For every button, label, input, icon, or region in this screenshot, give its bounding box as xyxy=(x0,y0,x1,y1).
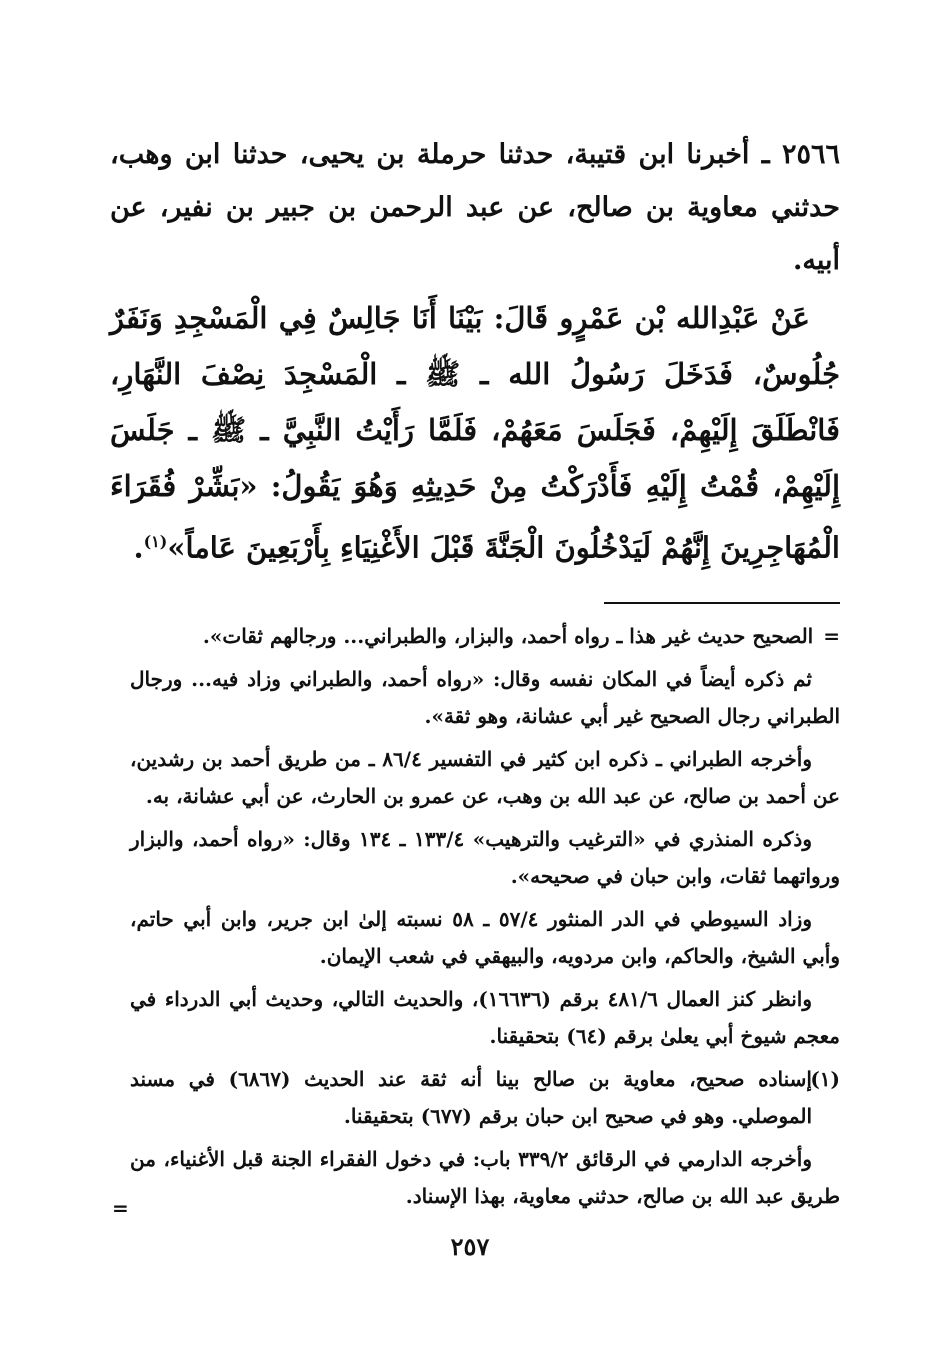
footnote-1 xyxy=(130,1061,840,1136)
footnote-paragraph: وأخرجه الطبراني ـ ذكره ابن كثير في التفسير ٨٦/٤ ـ من طريق أحمد بن رشدين، عن أحمد بن صالح، عن عبد الله بن وهب، عن عمرو بن الحارث، عن أبي عشانة، به. xyxy=(130,746,840,808)
page-number: ٢٥٧ xyxy=(450,1232,490,1261)
continuation-mark: = xyxy=(823,624,840,648)
hadith-number: ٢٥٦٦ xyxy=(781,139,840,170)
isnad-paragraph xyxy=(110,128,840,287)
footnote-reference: (١) xyxy=(143,532,168,551)
footnote-1-continuation: وأخرجه الدارمي في الرقائق ٣٣٩/٢ باب: في دخول الفقراء الجنة قبل الأغنياء، من طريق عبد الله بن صالح، حدثني معاوية، بهذا الإسناد. xyxy=(130,1146,840,1208)
footnote-paragraph: وانظر كنز العمال ٤٨١/٦ برقم (١٦٦٣٦)، والحديث التالي، وحديث أبي الدرداء في معجم شيوخ أبي يعلىٰ برقم (٦٤) بتحقيقنا. xyxy=(130,986,840,1048)
footnote-paragraph: وزاد السيوطي في الدر المنثور ٥٧/٤ ـ ٥٨ نسبته إلىٰ ابن جرير، وابن أبي حاتم، وأبي الشيخ، والحاكم، وابن مردويه، والبيهقي في شعب الإيمان. xyxy=(130,906,840,968)
footnote-separator xyxy=(604,602,840,604)
isnad-text: ـ أخبرنا ابن قتيبة، حدثنا حرملة بن يحيى، حدثنا ابن وهب، حدثني معاوية بن صالح، عن عبد الرحمن بن جبير بن نفير، عن أبيه. xyxy=(110,139,840,276)
continued-next-page-mark: = xyxy=(112,1196,129,1220)
footnote-paragraph: ثم ذكره أيضاً في المكان نفسه وقال: «رواه أحمد، والطبراني وزاد فيه... ورجال الطبراني رجال الصحيح غير أبي عشانة، وهو ثقة». xyxy=(130,666,840,728)
matn-paragraph xyxy=(110,290,840,576)
matn-text: عَنْ عَبْدِالله بْن عَمْرٍو قَالَ: بَيْنَا أَنَا جَالِسٌ فِي الْمَسْجِدِ وَنَفَرٌ جُلُوسٌ، فَدَخَلَ رَسُولُ الله ـ ﷺ ـ الْمَسْجِدَ نِصْفَ النَّهَارِ، فَانْطَلَقَ إِلَيْهِمْ، فَجَلَسَ مَعَهُمْ، فَلَمَّا رَأَيْتُ النَّبِيَّ ـ ﷺ ـ جَلَسَ إِلَيْهِمْ، قُمْتُ إِلَيْهِ فَأَدْرَكْتُ مِنْ حَدِيثِهِ وَهُوَ يَقُولُ: «بَشِّرْ فُقَرَاءَ الْمُهَاجِرِينَ إِنَّهُمْ لَيَدْخُلُونَ الْجَنَّةَ قَبْلَ الأَغْنِيَاءِ بِأَرْبَعِينَ عَاماً» xyxy=(110,301,840,565)
footnote-1-text: إسناده صحيح، معاوية بن صالح بينا أنه ثقة عند الحديث (٦٨٦٧) في مسند الموصلي. وهو في صحيح ابن حبان برقم (٦٧٧) بتحقيقنا. xyxy=(130,1066,812,1128)
footnote-continued-paragraph: =الصحيح حديث غير هذا ـ رواه أحمد، والبزار، والطبراني... ورجالهم ثقات». xyxy=(202,624,840,648)
footnotes xyxy=(130,618,840,1221)
footnote-paragraph: وذكره المنذري في «الترغيب والترهيب» ١٣٣/٤ ـ ١٣٤ وقال: «رواه أحمد، والبزار ورواتهما ثقات، وابن حبان في صحيحه». xyxy=(130,826,840,888)
footnote-1-mark: (١) xyxy=(810,1066,840,1091)
matn-end: . xyxy=(133,530,144,565)
